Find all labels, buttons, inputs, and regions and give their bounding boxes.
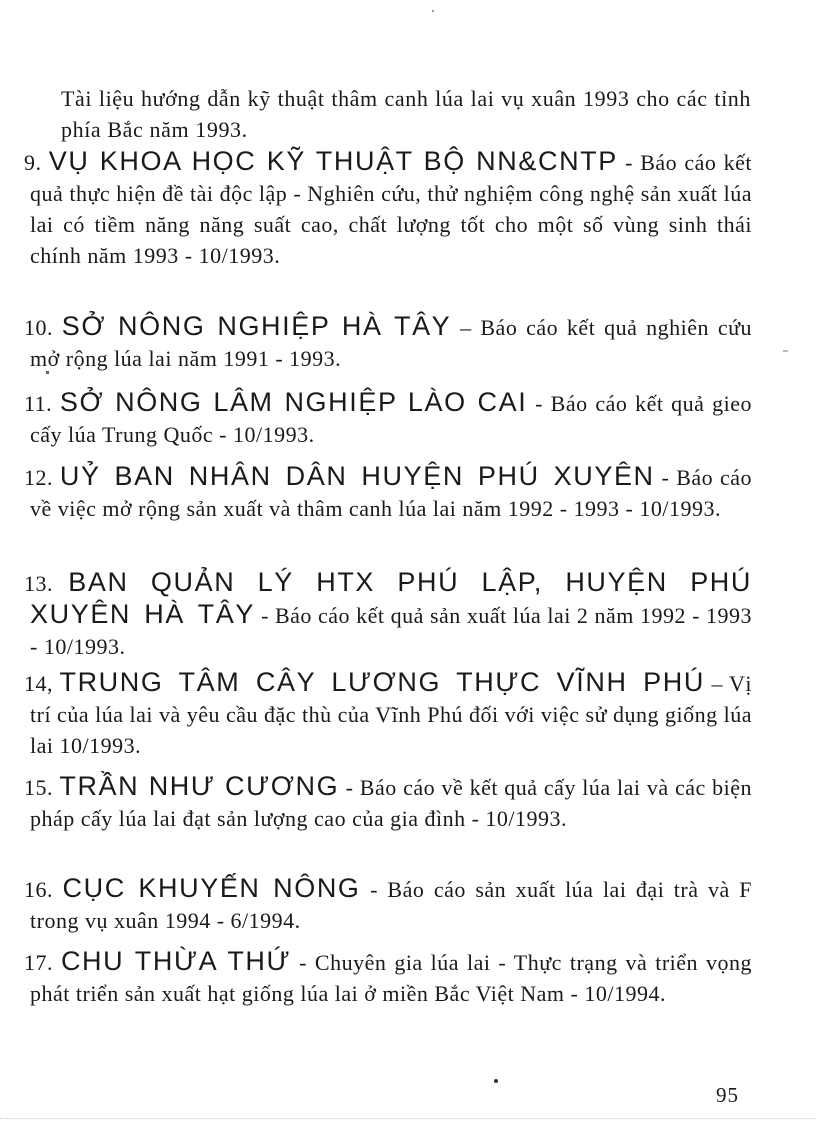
reference-entry-10: [24, 311, 753, 374]
entry-number: 9.: [24, 150, 42, 175]
entry-author: TRẦN NHƯ CƯƠNG: [59, 771, 340, 801]
entry-author: CỤC KHUYẾN NÔNG: [62, 873, 361, 903]
entry-text: - Báo cáo về kết quả cấy lúa lai và các biện pháp cấy lúa lai đạt sản lượng cao của gia đình - 10/1993.: [30, 775, 753, 831]
entry-text: – Vị trí của lúa lai và yêu cầu đặc thù của Vĩnh Phú đối với việc sử dụng giống lúa lai 10/1993.: [30, 671, 753, 758]
entry-author: CHU THỪA THỨ: [60, 946, 292, 976]
reference-entry-9: [24, 146, 753, 271]
continuation-paragraph: Tài liệu hướng dẫn kỹ thuật thâm canh lúa lai vụ xuân 1993 cho các tỉnh phía Bắc năm 1993.: [61, 86, 751, 142]
entry-number: 17.: [24, 950, 53, 975]
scan-speck: [494, 1079, 498, 1083]
page-number: 95: [716, 1083, 739, 1107]
entry-number: 14,: [24, 671, 53, 696]
entry-text: - Báo cáo kết quả thực hiện đề tài độc lập - Nghiên cứu, thử nghiệm công nghệ sản xuất lúa lai có tiềm năng năng suất cao, chất lượng tốt cho một số vùng sinh thái chính năm 1993 - 10/1993.: [30, 150, 753, 268]
entry-number: 15.: [24, 775, 53, 800]
entry-number: 10.: [24, 315, 53, 340]
entry-text: - Báo cáo kết quả sản xuất lúa lai 2 năm 1992 - 1993 - 10/1993.: [30, 603, 753, 659]
reference-entry-16: [24, 873, 753, 936]
reference-entry-17: [24, 946, 753, 1009]
scan-speck: [432, 10, 434, 12]
entry-author: UỶ BAN NHÂN DÂN HUYỆN PHÚ XUYÊN: [59, 461, 655, 491]
entry-text: - Báo cáo kết quả gieo cấy lúa Trung Quốc - 10/1993.: [30, 391, 753, 447]
entry-number: 11.: [24, 391, 53, 416]
entry-number: 13.: [24, 571, 53, 596]
entry-text: - Báo cáo về việc mở rộng sản xuất và thâm canh lúa lai năm 1992 - 1993 - 10/1993.: [30, 465, 753, 521]
entry-author: BAN QUẢN LÝ HTX PHÚ LẬP, HUYỆN PHÚ XUYÊN HÀ TÂY: [30, 567, 752, 629]
entry-author: VỤ KHOA HỌC KỸ THUẬT BỘ NN&CNTP: [48, 146, 618, 176]
entry-author: TRUNG TÂM CÂY LƯƠNG THỰC VĨNH PHÚ: [59, 667, 705, 697]
reference-entry-12: [24, 461, 753, 524]
reference-entry-13: [24, 567, 753, 662]
scan-speck: [783, 350, 788, 352]
entry-number: 16.: [24, 877, 53, 902]
entry-author: SỞ NÔNG NGHIỆP HÀ TÂY: [61, 311, 452, 341]
reference-entry-11: [24, 387, 753, 450]
entry-text: - Chuyên gia lúa lai - Thực trạng và triển vọng phát triển sản xuất hạt giống lúa lai ở miền Bắc Việt Nam - 10/1994.: [30, 950, 753, 1006]
page-bottom-edge: [0, 1118, 816, 1119]
entry-text: – Báo cáo kết quả nghiên cứu mở rộng lúa lai năm 1991 - 1993.: [30, 315, 753, 371]
reference-entry-14: [24, 667, 753, 761]
reference-entry-15: [24, 771, 753, 834]
entry-text: - Báo cáo sản xuất lúa lai đại trà và F trong vụ xuân 1994 - 6/1994.: [30, 877, 753, 933]
entry-number: 12.: [24, 465, 53, 490]
entry-author: SỞ NÔNG LÂM NGHIỆP LÀO CAI: [59, 387, 528, 417]
